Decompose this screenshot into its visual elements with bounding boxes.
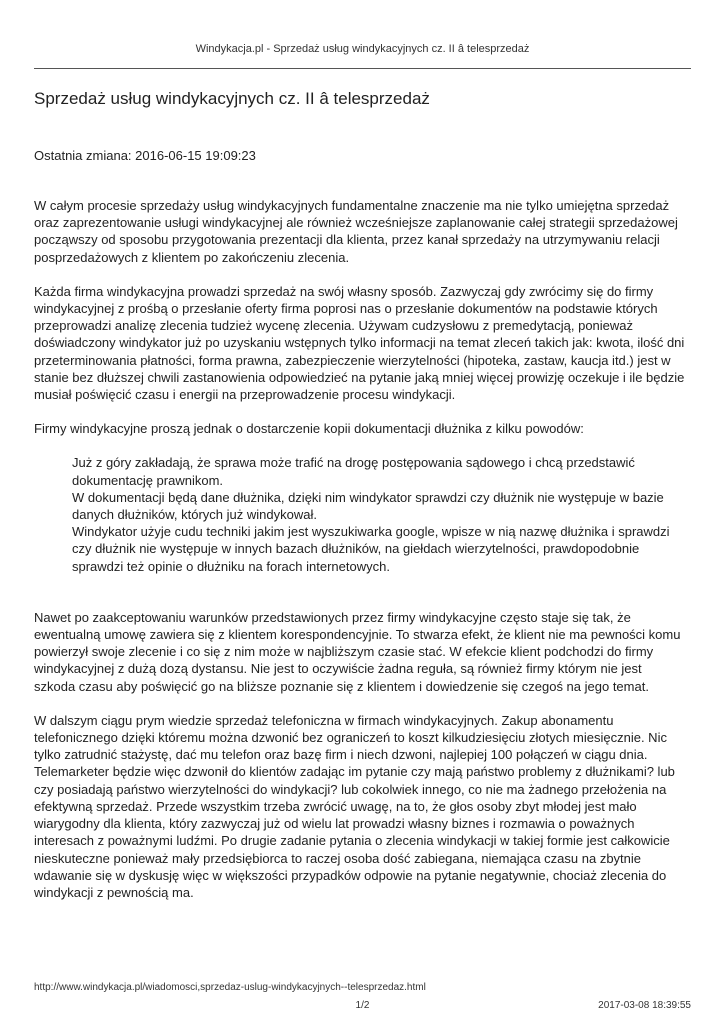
paragraph-sales-approach: Każda firma windykacyjna prowadzi sprzedaż na swój własny sposób. Zazwyczaj gdy zwrócimy się do firmy windykacyjnej z prośbą o przesłanie oferty firma poprosi nas o przesłanie dokumentów na podstawie których przeprowadzi analizę zlecenia tudzież wycenę zlecenia. Używam cudzysłowu z premedytacją, ponieważ doświadczony windykator już po uzyskaniu wstępnych tylko informacji na temat zleceń takich jak: kwota, ilość dni przeterminowania płatności, forma prawna, zabezpieczenie wierzytelności (hipoteka, zastaw, kaucja itd.) jest w stanie bez dłuższej chwili zastanowienia odpowiedzieć na pytanie jaką mniej więcej prowizję oczekuje i ile będzie musiał poświęcić czasu i energii na przeprowadzenie procesu windykacji. bbox=[34, 283, 685, 403]
paragraph-reasons-intro: Firmy windykacyjne proszą jednak o dostarczenie kopii dokumentacji dłużnika z kilku powodów: bbox=[34, 421, 584, 437]
list-item-text: Windykator użyje cudu techniki jakim jest wyszukiwarka google, wpisze w nią nazwę dłużnika i sprawdzi czy dłużnik nie występuje w innych bazach dłużników, na giełdach wierzytelności, prawdopodobnie sprawdzi też opinie o dłużniku na forach internetowych. bbox=[72, 524, 670, 574]
list-item bbox=[72, 523, 685, 575]
reasons-list bbox=[34, 454, 685, 574]
paragraph-intro: W całym procesie sprzedaży usług windykacyjnych fundamentalne znaczenie ma nie tylko umiejętna sprzedaż oraz zaprezentowanie usługi windykacyjnej ale również wcześniejsze zaplanowanie całej strategii sprzedażowej począwszy od sposobu przygotowania prezentacji dla klienta, przez kanał sprzedaży na utrzymywaniu relacji posprzedażowych z klientem po zakończeniu zlecenia. bbox=[34, 198, 678, 265]
list-item-text: W dokumentacji będą dane dłużnika, dzięki nim windykator sprawdzi czy dłużnik nie występuje w bazie danych dłużników, których już windykował. bbox=[72, 489, 664, 523]
list-item bbox=[72, 489, 685, 523]
last-modified-date: Ostatnia zmiana: 2016-06-15 19:09:23 bbox=[34, 148, 256, 163]
running-header: Windykacja.pl - Sprzedaż usług windykacyjnych cz. II â telesprzedaż bbox=[195, 43, 530, 55]
paragraph-telesales: W dalszym ciągu prym wiedzie sprzedaż telefoniczna w firmach windykacyjnych. Zakup abonamentu telefonicznego dzięki któremu można dzwonić bez ograniczeń to koszt kilkudziesięciu złotych miesięcznie. Nic tylko zatrudnić stażystę, dać mu telefon oraz bazę firm i niech dzwoni, najlepiej 100 połączeń w ciągu dnia. Telemarketer będzie więc dzwonił do klientów zadając im pytanie czy mają państwo problemy z dłużnikami? lub czy posiadają państwo wierzytelności do windykacji? lub cokolwiek innego, co nie ma żadnego przełożenia na efektywną sprzedaż. Przede wszystkim trzeba zwrócić uwagę, na to, że głos osoby zbyt młodej jest mało wiarygodny dla klienta, który zazwyczaj już od wielu lat prowadzi własny biznes i rozmawia o poważnych interesach z poważnymi ludźmi. Po drugie zadanie pytania o zlecenia windykacji w takiej formie jest całkowicie nieskuteczne ponieważ mały przedsiębiorca to raczej osoba dość zabiegana, niemająca czasu na zbytnie wdawanie się w dyskusję więc w większości przypadków odpowie na pytanie negatywnie, chociaż zlecenia do windykacji z pewnością ma. bbox=[34, 712, 675, 900]
page-title: Sprzedaż usług windykacyjnych cz. II â telesprzedaż bbox=[34, 89, 430, 108]
header-divider bbox=[34, 68, 691, 69]
footer-url: http://www.windykacja.pl/wiadomosci,sprzedaz-uslug-windykacyjnych--telesprzedaz.html bbox=[34, 982, 426, 993]
list-item-text: Już z góry zakładają, że sprawa może trafić na drogę postępowania sądowego i chcą przedstawić dokumentację prawnikom. bbox=[72, 455, 635, 488]
page-number: 1/2 bbox=[355, 1000, 370, 1011]
article-body bbox=[34, 197, 685, 918]
paragraph-correspondence: Nawet po zaakceptowaniu warunków przedstawionych przez firmy windykacyjne często staje się tak, że ewentualną umowę zawiera się z klientem korespondencyjnie. To stwarza efekt, że klient nie ma pewności komu powierzył swoje zlecenie i co się z nim może w najbliższym czasie stać. W efekcie klient podchodzi do firmy windykacyjnej z dużą dozą dystansu. Nie jest to oczywiście żadna reguła, są również firmy którym nie jest szkoda czasu aby poświęcić go na bliższe poznanie się z klientem i dowiedzenie się czegoś na jego temat. bbox=[34, 609, 681, 694]
print-timestamp: 2017-03-08 18:39:55 bbox=[598, 1000, 691, 1011]
list-item bbox=[72, 454, 685, 488]
